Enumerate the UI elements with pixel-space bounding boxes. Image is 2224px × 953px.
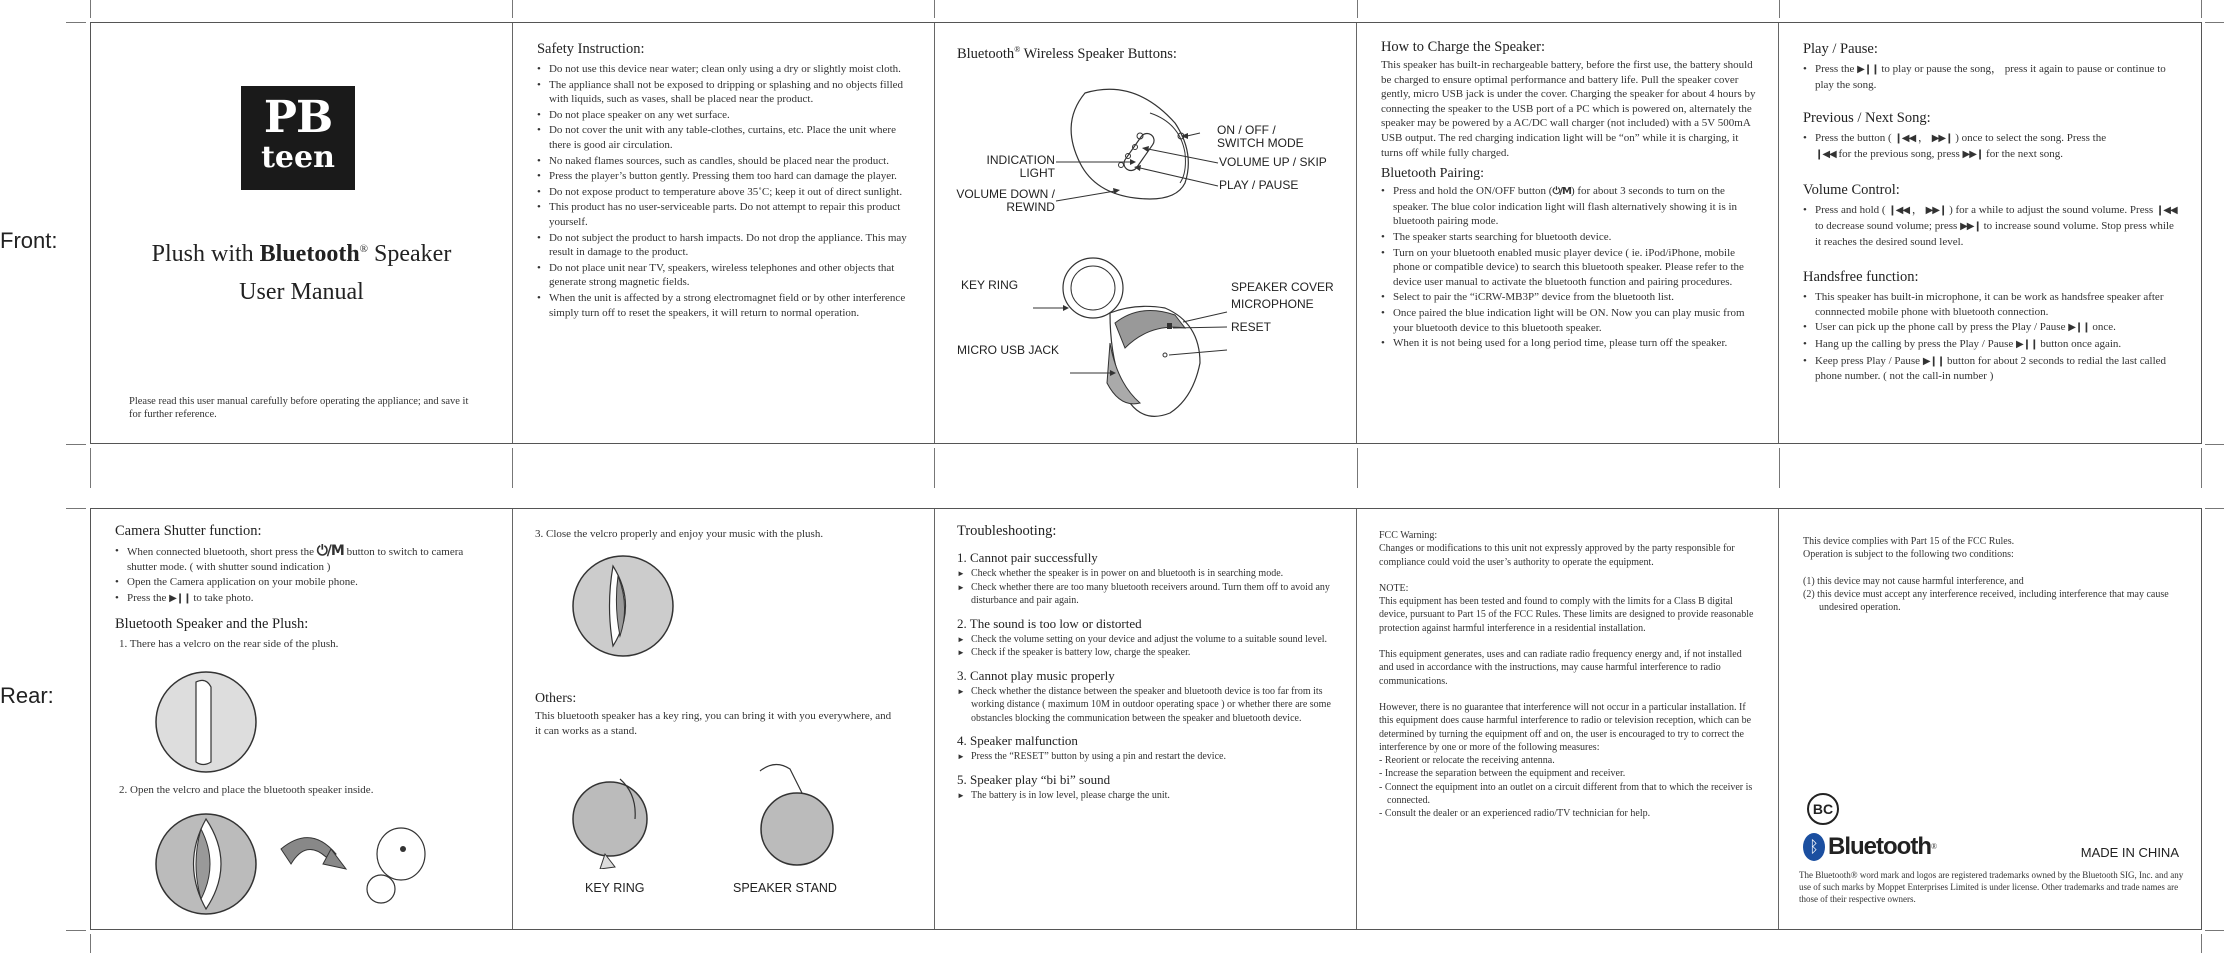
trouble-section (957, 616, 1334, 660)
label-indication-2: LIGHT (1019, 166, 1055, 180)
compliance-line2: Operation is subject to the following two conditions: (1803, 549, 2014, 561)
trouble-panel (935, 509, 1357, 929)
list-item (1803, 337, 2181, 353)
others-text: This bluetooth speaker has a key ring, you can bring it with you everywhere, and it can works as a stand. (535, 710, 892, 737)
trouble-title: 4. Speaker malfunction (957, 733, 1078, 748)
list-item (115, 544, 490, 574)
hands-list (1803, 290, 2181, 384)
camera-list (115, 544, 490, 606)
manual-subtitle: User Manual (239, 279, 364, 305)
trouble-section (957, 733, 1334, 764)
play-b: to play or pause the song， press it again to pause or continue to play the song. (1814, 63, 2166, 91)
vol-d: to increase sound volume. Stop press while it reaches the desired sound level. (1814, 219, 2174, 248)
manual-title (91, 241, 512, 268)
charge-text: This speaker has built-in rechargeable battery, before the first use, the battery should be charged to ensure optimal performance and battery life. Pull the speaker cover gently, micro USB jack is under the cover. Charging the speaker for about 4 hours by connecting the speaker to the USB port of a PC which is powered on, alternately the speaker may be powered by a AC/DC wall charger (not included) with a 5V 500mA USB output. The red charging indication light will be “on” while it is charging, it turns off while fully charged. (1380, 59, 1756, 159)
fcc-note-heading: NOTE: (1379, 582, 1409, 594)
plush-step2: 2. Open the velcro and place the bluetooth speaker inside. (119, 784, 374, 796)
list-item: • Do not place speaker on any wet surface. (537, 108, 912, 123)
next-icon: ▶▶❙ (1925, 205, 1947, 217)
pairing-1a: Press and hold the ON/OFF button ( (1392, 185, 1553, 198)
trademark-notice: The Bluetooth® word mark and logos are registered trademarks owned by the Bluetooth SIG, Inc. and any use of such marks by Moppet Enterprises Limited is under license. Other trademarks and trade names are those of their respective owners. (1799, 870, 2184, 904)
fcc-warning-heading: FCC Warning: (1379, 530, 1438, 541)
label-play-pause: PLAY / PAUSE (1218, 178, 1299, 192)
fcc-para2: This equipment generates, uses and can radiate radio frequency energy and, if not installed and used in accordance with the instructions, may cause harmful interference to radio communications. (1379, 649, 1742, 687)
list-item: • This product has no user-serviceable parts. Do not attempt to repair this product yourself. (537, 200, 912, 229)
safety-heading: Safety Instruction: (536, 41, 645, 57)
fcc-para3: However, there is no guarantee that interference will not occur in a particular installation. If this equipment does cause harmful interference to radio or television reception, which can be determined by turning the equipment off and on, the user is encouraged to try to correct the interference by one or more of the following measures: (1379, 701, 1752, 753)
made-in-china: MADE IN CHINA (2080, 845, 2179, 860)
close-panel (513, 509, 935, 929)
safety-list (537, 62, 912, 320)
speaker-stand-caption: SPEAKER STAND (733, 881, 837, 895)
previous-icon: ❙◀◀ (1894, 133, 1916, 145)
bluetooth-icon: ᛒ (1803, 833, 1825, 861)
buttons-panel (935, 23, 1357, 443)
prev-c: for the previous song, press (1838, 147, 1960, 160)
trouble-title: 5. Speaker play “bi bi” sound (957, 771, 1111, 787)
hands-2b: once. (2092, 321, 2116, 334)
list-item: • This speaker has built-in microphone, it can be work as handsfree speaker after connnected mobile phone with bluetooth connection. (1803, 290, 2181, 319)
list-item (1381, 184, 1756, 229)
play-pause-icon: ▶❙❙ (1922, 355, 1945, 367)
play-heading: Play / Pause: (1802, 41, 1878, 57)
previous-icon: ❙◀◀ (1888, 205, 1910, 217)
list-item: • Do not expose product to temperature above 35˚C; keep it out of direct sunlight. (537, 185, 912, 200)
bc-mark-icon: BC (1807, 793, 1839, 825)
front-sheet (90, 22, 2202, 444)
list-item: ► Press the “RESET” button by using a pin and restart the device. (957, 750, 1334, 764)
pairing-1b: ) for about 3 seconds to turn on the speaker. The blue color indication light will flash alternatively showing it is in bluetooth pairing mode. (1392, 185, 1738, 228)
list-item: • When it is not being used for a long period time, please turn off the speaker. (1381, 336, 1756, 351)
label-volume-up: VOLUME UP / SKIP (1218, 155, 1327, 169)
plush-step1: 1. There has a velcro on the rear side of the plush. (119, 638, 339, 651)
trouble-section (957, 550, 1334, 608)
list-item (1803, 354, 2181, 384)
trouble-items (957, 750, 1334, 764)
trouble-items (957, 633, 1334, 660)
trouble-items (957, 685, 1334, 726)
next-icon: ▶▶❙ (1962, 148, 1984, 160)
label-volume-down-1: VOLUME DOWN / (956, 187, 1055, 201)
hands-3a: Hang up the calling by press the Play / Pause (1814, 337, 2014, 350)
plush-heading: Bluetooth Speaker and the Plush: (115, 616, 309, 633)
list-item: • Do not cover the unit with any table-clothes, curtains, etc. Place the unit where there is good air circulation. (537, 123, 912, 152)
label-reset: RESET (1230, 320, 1271, 334)
camera-3a: Press the (127, 591, 167, 604)
label-indication-1: INDICATION (986, 153, 1055, 167)
hands-heading: Handsfree function: (1802, 269, 1919, 286)
bluetooth-wordmark: Bluetooth (1828, 833, 1931, 861)
camera-panel (91, 509, 513, 929)
hands-3b: button once again. (2040, 337, 2122, 350)
list-item: • Once paired the blue indication light will be ON. Now you can play music from your bluetooth device to this bluetooth speaker. (1381, 306, 1756, 335)
trouble-section (957, 668, 1334, 726)
power-mode-icon: ⏻/M (316, 543, 344, 559)
trouble-heading: Troubleshooting: (957, 523, 1057, 539)
buttons-heading-reg: ® (1014, 45, 1021, 54)
charge-panel (1357, 23, 1779, 443)
fcc-warning-text: Changes or modifications to this unit not expressly approved by the party responsible for compliance could void the user’s authority to operate the equipment. (1379, 543, 1735, 568)
label-speaker-cover: SPEAKER COVER (1230, 280, 1334, 294)
others-heading: Others: (535, 691, 577, 706)
compliance-line1: This device complies with Part 15 of the FCC Rules. (1803, 536, 2015, 547)
label-micro-usb: MICRO USB JACK (956, 343, 1059, 357)
prev-a: Press the button ( (1814, 132, 1892, 145)
logo-line2: teen (261, 140, 335, 175)
speaker-stand-image (745, 759, 845, 869)
prev-d: for the next song. (1986, 147, 2064, 160)
compliance-cond1: (1) this device may not cause harmful interference, and (1803, 575, 2024, 587)
list-item: • Open the Camera application on your mobile phone. (115, 575, 490, 590)
fcc-measure: - Increase the separation between the equipment and receiver. (1379, 768, 1626, 780)
list-item: ► The battery is in low level, please charge the unit. (957, 789, 1334, 803)
bluetooth-logo (1803, 833, 1937, 861)
list-item: ► Check whether there are too many bluetooth receivers around. Turn them off to avoid any disturbance and pair again. (957, 581, 1334, 608)
list-item: • No naked flames sources, such as candles, should be placed near the product. (537, 154, 912, 169)
trouble-title: 2. The sound is too low or distorted (957, 615, 1142, 631)
cover-panel (91, 23, 513, 443)
fcc-measure: - Reorient or relocate the receiving antenna. (1379, 755, 1555, 767)
list-item: • Do not place unit near TV, speakers, wireless telephones and other objects that generate strong magnetic fields. (537, 261, 912, 290)
label-indication (985, 154, 1055, 180)
label-key-ring: KEY RING (960, 278, 1019, 292)
rear-sheet (90, 508, 2202, 930)
list-item: ► Check whether the speaker is in power on and bluetooth is in searching mode. (957, 567, 1334, 581)
safety-panel (513, 23, 935, 443)
title-reg: ® (359, 243, 369, 255)
list-item: • When the unit is affected by a strong electromagnet field or by other interference simply turn off to reset the speakers, it will return to normal operation. (537, 291, 912, 320)
next-icon: ▶▶❙ (1931, 133, 1953, 145)
play-pause-icon: ▶❙❙ (2068, 322, 2090, 334)
fcc-panel (1357, 509, 1779, 929)
list-item: • Do not subject the product to harsh impacts. Do not drop the appliance. This may result in damage to the product. (537, 231, 912, 260)
prev-heading: Previous / Next Song: (1802, 110, 1931, 127)
list-item: • Press and hold ( ❙◀◀ ， ▶▶❙ ) for a while to adjust the sound volume. Press ❙◀◀ to decrease sound volume; press ▶▶❙ to increase sound volume. Stop press while it reaches the desired sound level. (1803, 203, 2181, 249)
trouble-items (957, 567, 1334, 608)
hands-2a: User can pick up the phone call by press the Play / Pause (1814, 321, 2066, 334)
list-item: ► Check if the speaker is battery low, charge the speaker. (957, 646, 1334, 660)
compliance-cond2: (2) this device must accept any interference received, including interference that may cause undesired operation. (1803, 588, 2169, 614)
key-ring-caption: KEY RING (585, 881, 645, 895)
fcc-measure: - Consult the dealer or an experienced radio/TV technician for help. (1379, 808, 1651, 820)
list-item: • The appliance shall not be exposed to dripping or splashing and no objects filled with liquids, such as vases, shall be placed near the product. (537, 78, 912, 107)
vol-list (1803, 203, 2181, 249)
trouble-section (957, 772, 1334, 803)
label-on-off-2: SWITCH MODE (1216, 136, 1304, 150)
closed-plush-image (568, 551, 688, 661)
list-item: • Press the player’s button gently. Pressing them too hard can damage the player. (537, 169, 912, 184)
speaker-top-diagram (935, 23, 1357, 443)
list-item: ► Check the volume setting on your device and adjust the volume to a suitable sound level. (957, 633, 1334, 647)
vol-b: ) for a while to adjust the sound volume. Press (1949, 204, 2154, 217)
bluetooth-reg: ® (1930, 842, 1938, 852)
trouble-title: 1. Cannot pair successfully (957, 550, 1098, 565)
prev-b: ) once to select the song. Press the (1955, 132, 2107, 145)
compliance-panel (1779, 509, 2201, 929)
list-item (1803, 320, 2181, 336)
camera-1a: When connected bluetooth, short press the (127, 546, 314, 558)
vol-a: Press and hold ( (1814, 204, 1886, 217)
pairing-list (1381, 184, 1756, 351)
vol-heading: Volume Control: (1802, 182, 1900, 199)
title-bold: Bluetooth (259, 241, 360, 267)
label-volume-down (951, 188, 1055, 214)
list-item (1803, 62, 2181, 92)
list-item (115, 591, 490, 607)
trouble-items (957, 789, 1334, 803)
charge-heading: How to Charge the Speaker: (1380, 39, 1545, 55)
list-item: • The speaker starts searching for bluetooth device. (1381, 230, 1756, 245)
title-post: Speaker (368, 241, 452, 267)
hands-4b: button for about 2 seconds to redial the last called phone number. ( not the call-in number ) (1814, 354, 2167, 383)
camera-3b: to take photo. (193, 591, 254, 604)
previous-icon: ❙◀◀ (1814, 148, 1836, 160)
play-a: Press the (1814, 63, 1855, 75)
label-volume-down-2: REWIND (1006, 200, 1055, 214)
prev-list (1803, 131, 2181, 162)
hands-4a: Keep press Play / Pause (1814, 354, 1921, 367)
pairing-heading: Bluetooth Pairing: (1380, 166, 1485, 182)
camera-1b: button to switch to camera shutter mode. ( with shutter sound indication ) (127, 546, 464, 573)
vol-c: to decrease sound volume; press (1814, 219, 1958, 232)
list-item: • Select to pair the “iCRW-MB3P” device from the bluetooth list. (1381, 290, 1756, 305)
trouble-title: 3. Cannot play music properly (957, 667, 1115, 683)
buttons-heading-post: Wireless Speaker Buttons: (1020, 45, 1177, 62)
place-speaker-image (151, 809, 471, 919)
front-label: Front: (0, 228, 58, 253)
label-microphone: MICROPHONE (1230, 297, 1314, 311)
logo-line1: PB (263, 92, 333, 143)
power-mode-icon: ⏻/M (1552, 186, 1571, 198)
label-on-off (1217, 124, 1304, 150)
play-list (1803, 62, 2181, 92)
cover-note: Please read this user manual carefully before operating the appliance; and save it for further reference. (129, 396, 469, 420)
functions-panel (1779, 23, 2201, 443)
play-pause-icon: ▶❙❙ (169, 592, 191, 604)
close-step3: 3. Close the velcro properly and enjoy your music with the plush. (535, 528, 824, 540)
title-pre: Plush with (151, 241, 260, 267)
rear-label: Rear: (0, 683, 54, 708)
list-item (1803, 131, 2181, 162)
next-icon: ▶▶❙ (1960, 220, 1981, 232)
play-pause-icon: ▶❙❙ (2016, 338, 2038, 350)
previous-icon: ❙◀◀ (2155, 205, 2177, 217)
camera-heading: Camera Shutter function: (115, 523, 262, 539)
list-item: • Turn on your bluetooth enabled music player device ( ie. iPod/iPhone, mobile phone or compatible device) to search this bluetooth speaker. Please refer to the device user manual to activate the bluetooth function and pairing procedures. (1381, 246, 1756, 290)
list-item: • Do not use this device near water; clean only using a dry or slightly moist cloth. (537, 62, 912, 77)
fcc-note-text: This equipment has been tested and found to comply with the limits for a Class B digital device, pursuant to Part 15 of the FCC Rules. These limits are designed to provide reasonable protection against harmful interference in a residential installation. (1379, 596, 1754, 634)
list-item: ► Check whether the distance between the speaker and bluetooth device is too far from its working distance ( maximum 10M in outdoor operating space ) or whether there are some obstancles blocking the communication between the speaker and bluetooth device. (957, 685, 1334, 726)
brand-logo (241, 86, 355, 190)
play-pause-icon: ▶❙❙ (1857, 64, 1879, 75)
label-on-off-1: ON / OFF / (1216, 123, 1276, 137)
velcro-rear-image (151, 667, 271, 777)
buttons-heading-main: Bluetooth (956, 45, 1015, 62)
fcc-measure: - Connect the equipment into an outlet on a circuit different from that to which the receiver is connected. (1379, 781, 1753, 807)
prev-comma: ， (1917, 132, 1929, 145)
key-ring-image (565, 759, 665, 869)
